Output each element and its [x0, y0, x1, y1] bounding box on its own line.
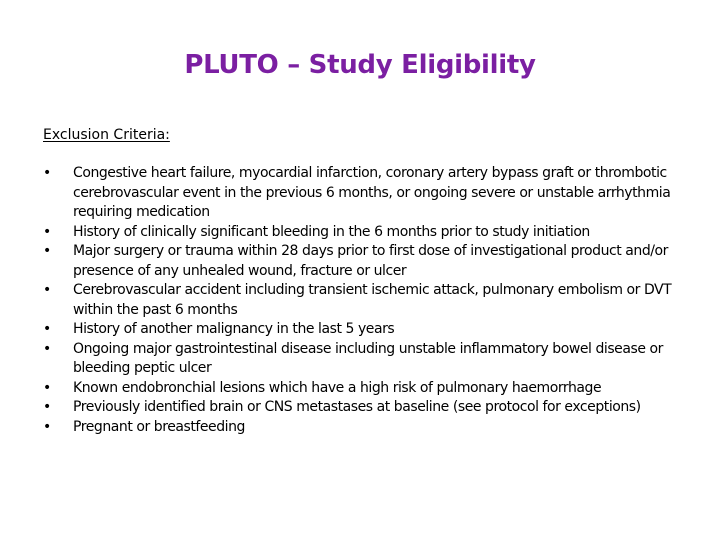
bullet-icon: •	[43, 340, 51, 357]
criteria-list-item	[41, 164, 681, 223]
criteria-list-item	[41, 340, 681, 379]
bullet-icon: •	[43, 282, 51, 298]
criteria-item-text: History of clinically significant bleeding in the 6 months prior to study initiation	[73, 223, 590, 240]
bullet-icon: •	[43, 379, 51, 396]
criteria-list-item	[41, 281, 681, 320]
bullet-icon: •	[43, 243, 51, 259]
bullet-icon: •	[43, 321, 51, 337]
bullet-icon: •	[43, 399, 51, 415]
criteria-list-item	[41, 398, 681, 418]
bullet-icon: •	[43, 223, 51, 240]
criteria-list-item	[41, 320, 681, 340]
criteria-item-text: History of another malignancy in the last 5 years	[73, 321, 395, 337]
criteria-item-text: Previously identified brain or CNS metastases at baseline (see protocol for exceptions)	[73, 399, 641, 415]
exclusion-criteria-list	[41, 164, 681, 437]
bullet-icon: •	[43, 165, 51, 181]
bullet-icon: •	[43, 418, 51, 435]
criteria-item-text: Major surgery or trauma within 28 days prior to first dose of investigational product and/or presence of any unhealed wound, fracture or ulcer	[73, 243, 668, 279]
criteria-item-text: Ongoing major gastrointestinal disease including unstable inflammatory bowel disease or bleeding peptic ulcer	[73, 340, 663, 376]
criteria-list-item	[41, 223, 681, 243]
criteria-item-text: Pregnant or breastfeeding	[73, 418, 245, 435]
criteria-item-text: Known endobronchial lesions which have a high risk of pulmonary haemorrhage	[73, 379, 602, 396]
criteria-item-text: Cerebrovascular accident including transient ischemic attack, pulmonary embolism or DVT within the past 6 months	[73, 282, 672, 318]
section-heading-exclusion-criteria: Exclusion Criteria:	[43, 127, 170, 143]
criteria-list-item	[41, 379, 681, 399]
criteria-list-item	[41, 418, 681, 438]
criteria-list-item	[41, 242, 681, 281]
slide-title: PLUTO – Study Eligibility	[184, 50, 536, 80]
criteria-item-text: Congestive heart failure, myocardial infarction, coronary artery bypass graft or thrombotic cerebrovascular event in the previous 6 months, or ongoing severe or unstable arrhythmia requiring medication	[73, 165, 671, 220]
